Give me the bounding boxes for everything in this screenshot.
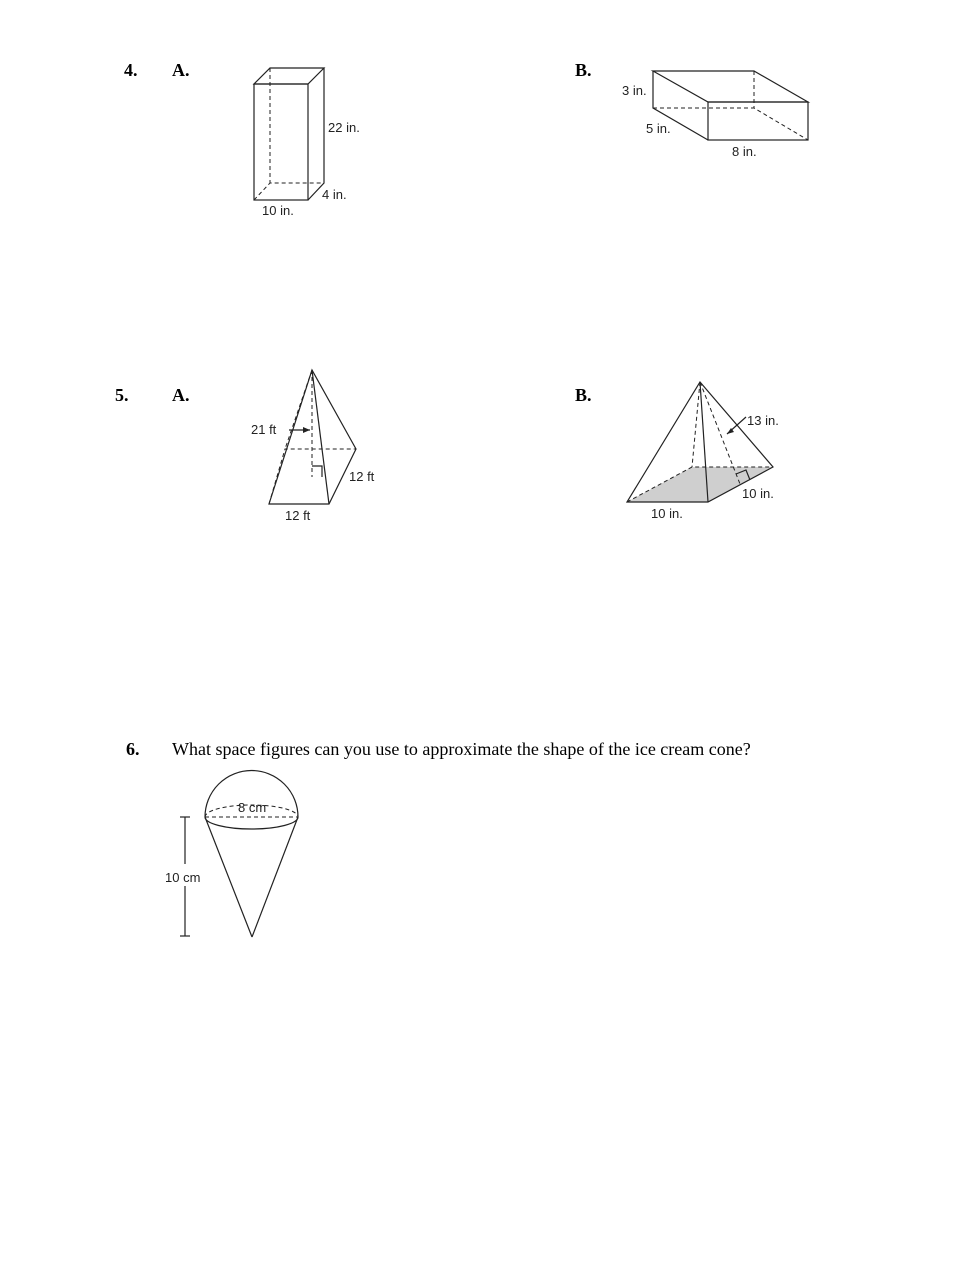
height-label: 10 cm [165,870,201,885]
figure-tall-rectangular-prism [240,60,380,225]
depth-label: 5 in. [646,121,671,136]
question-4-number: 4. [124,60,138,80]
width-label: 10 in. [262,203,294,218]
height-label: 3 in. [622,83,647,98]
base-label: 12 ft [285,508,311,523]
figure-flat-rectangular-prism [615,60,825,165]
question-6-number: 6. [126,739,140,759]
base-label: 10 in. [651,506,683,521]
figure-square-pyramid-height [240,360,390,530]
diameter-label: 8 cm [238,800,267,815]
question-5-part-b-label: B. [575,385,592,405]
side-label: 10 in. [742,486,774,501]
depth-label: 4 in. [322,187,347,202]
length-label: 8 in. [732,144,757,159]
figure-square-pyramid-slant [615,370,805,530]
question-6-text: What space figures can you use to approximate the shape of the ice cream cone? [172,739,751,759]
height-label: 22 in. [328,120,360,135]
figure-ice-cream-cone [160,765,310,945]
question-4-part-a-label: A. [172,60,190,80]
slant-height-label: 13 in. [747,413,779,428]
question-5-part-a-label: A. [172,385,190,405]
height-label: 21 ft [251,422,277,437]
question-4-part-b-label: B. [575,60,592,80]
question-5-number: 5. [115,385,129,405]
side-label: 12 ft [349,469,375,484]
